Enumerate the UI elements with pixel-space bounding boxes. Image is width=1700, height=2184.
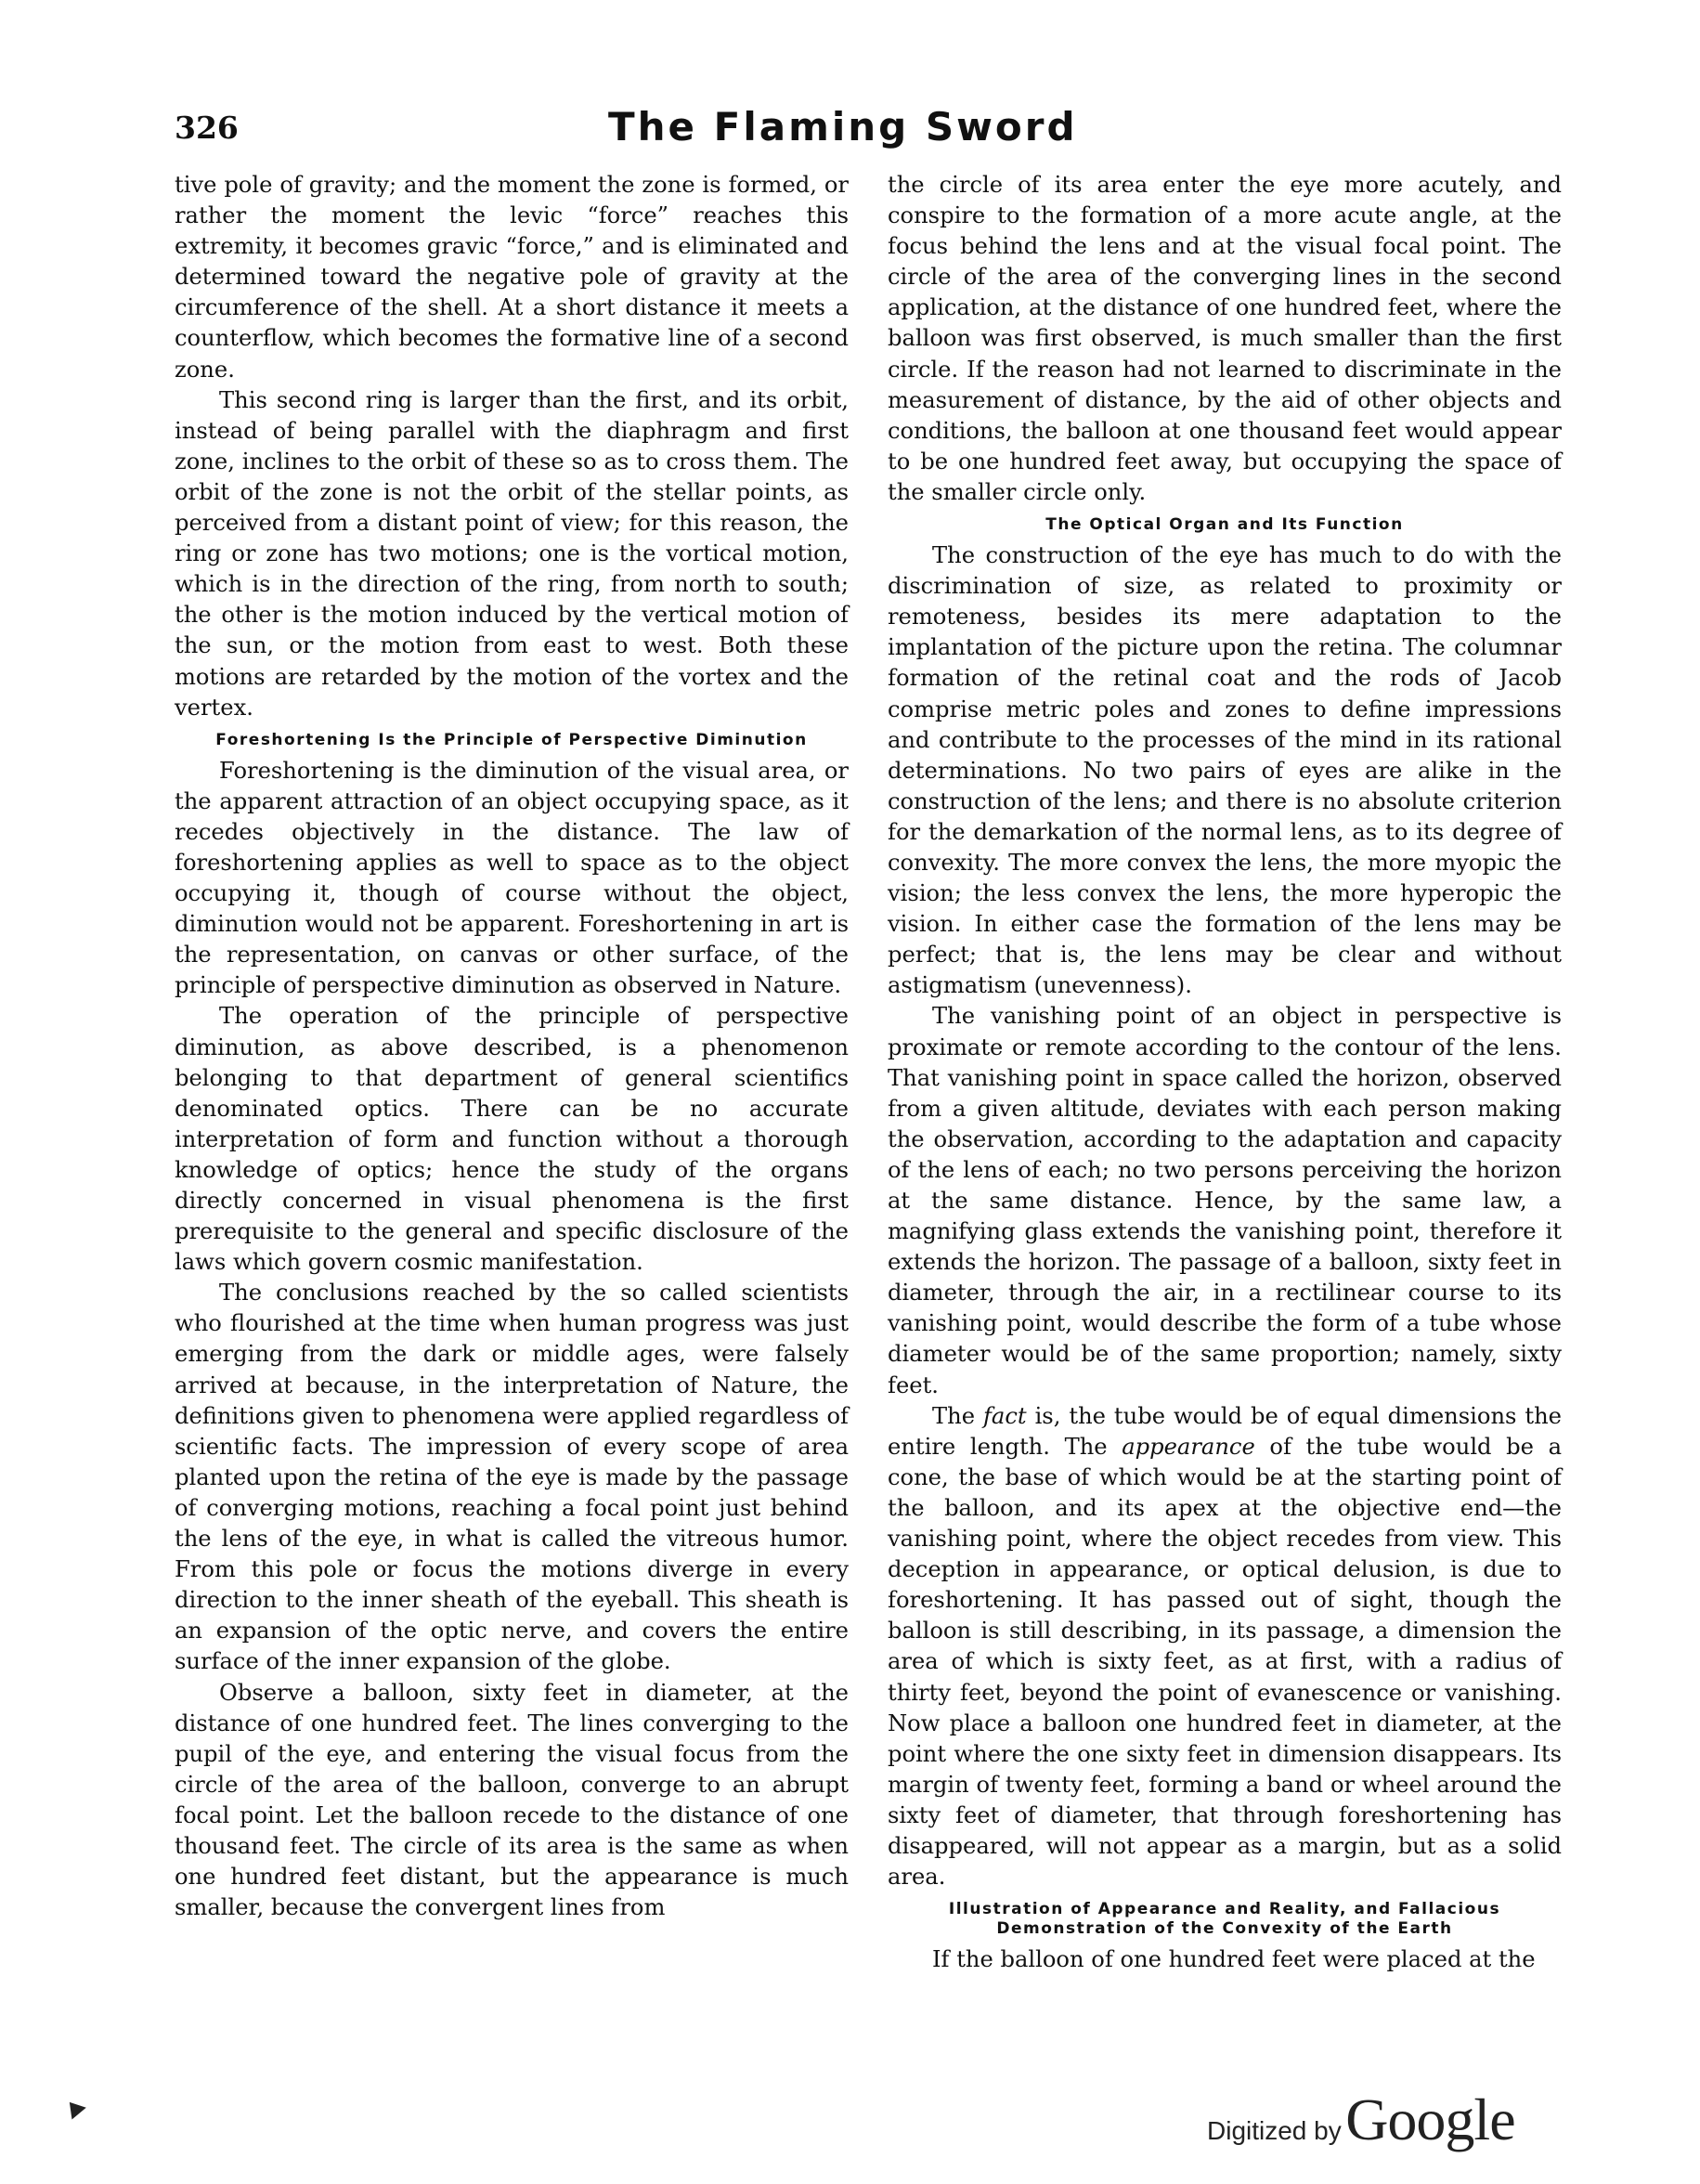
paragraph: This second ring is larger than the first, and its orbit, instead of being parallel with the diaphragm and first zone, inclines to the orbit of these so as to cross them. The orbit of the zone is not the orbit of the stellar points, as perceived from a distant point of view; for this reason, the ring or zone has two motions; one is the vortical motion, which is in the direction of the ring, from north to south; the other is the motion induced by the vertical motion of the sun, or the motion from east to west. Both these motions are retarded by the motion of the vortex and the vertex. — [175, 386, 849, 721]
paragraph: The vanishing point of an object in perspective is proximate or remote according to the contour of the lens. That vanishing point in space called the horizon, observed from a given altitude, deviates with each person making the observation, according to the adaptation and capacity of the lens of each; no two persons perceiving the horizon at the same distance. Hence, by the same law, a magnifying glass extends the vanishing point, therefore it extends the horizon. The passage of a balloon, sixty feet in diameter, through the air, in a rectilinear course to its vanishing point, would describe the form of a tube whose diameter would be of the same proportion; namely, sixty feet. — [888, 1003, 1562, 1398]
corner-mark-icon — [62, 2096, 86, 2119]
journal-title: The Flaming Sword — [608, 104, 1078, 150]
paragraph: If the balloon of one hundred feet were placed at the — [932, 1946, 1536, 1973]
paragraph: Observe a balloon, sixty feet in diameter, at the distance of one hundred feet. The lines converging to the pupil of the eye, and entering the visual focus from the circle of the area of the balloon, converge to an abrupt focal point. Let the balloon recede to the distance of one thousand feet. The circle of its area is the same as when one hundred feet distant, but the appearance is much smaller, because the convergent lines from — [175, 1679, 849, 1921]
paragraph: tive pole of gravity; and the moment the zone is formed, or rather the moment the levic “force” reaches this extremity, it becomes gravic “force,” and is eliminated and determined toward the negative pole of gravity at the circumference of the shell. At a short distance it meets a counterflow, which becomes the formative line of a second zone. — [175, 172, 849, 383]
paragraph: The operation of the principle of perspective diminution, as above described, is a phenomenon belonging to that department of general scientifics denominated optics. There can be no accurate interpretation of form and function without a thorough knowledge of optics; hence the study of the organs directly concerned in visual phenomena is the first prerequisite to the general and specific disclosure of the laws which govern cosmic manifestation. — [175, 1003, 849, 1276]
section-heading: The Optical Organ and Its Function — [1045, 515, 1404, 535]
emphasis: fact — [982, 1402, 1027, 1429]
text-run: of the tube would be a cone, the base of which would be at the starting point of the balloon, and its apex at the objective end—the vanishing point, where the object recedes from view. This deception in appearance, or optical delusion, is due to foreshortening. It has passed out of sight, though the balloon is still describing, in its passage, a dimension the area of which is sixty feet, as at first, with a radius of thirty feet, beyond the point of evanescence or vanishing. Now place a balloon one hundred feet in diameter, at the point where the one sixty feet in dimension disappears. Its margin of twenty feet, forming a band or wheel around the sixty feet of diameter, that through foreshortening has disappeared, will not appear as a margin, but as a solid area. — [888, 1433, 1562, 1891]
digitized-by-watermark — [1207, 2086, 1515, 2154]
right-column — [888, 170, 1562, 1975]
google-logo: Google — [1345, 2086, 1515, 2152]
paragraph — [888, 1401, 1562, 1893]
text-run: The — [932, 1402, 983, 1429]
paragraph: the circle of its area enter the eye more acutely, and conspire to the formation of a more acute angle, at the focus behind the lens and at the visual focal point. The circle of the area of the converging lines in the second application, at the distance of one hundred feet, where the balloon was first observed, is much smaller than the first circle. If the reason had not learned to discriminate in the measurement of distance, by the aid of other objects and conditions, the balloon at one thousand feet would appear to be one hundred feet away, but occupying the space of the smaller circle only. — [888, 172, 1562, 505]
emphasis: appearance — [1122, 1433, 1255, 1460]
section-heading: Foreshortening Is the Principle of Perspective Diminution — [215, 730, 808, 749]
digitized-by-label: Digitized by — [1207, 2116, 1342, 2145]
left-column — [175, 170, 849, 1923]
page-number: 326 — [175, 110, 239, 146]
paragraph: Foreshortening is the diminution of the visual area, or the apparent attraction of an object occupying space, as it recedes objectively in the distance. The law of foreshortening applies as well to space as to the object occupying it, though of course without the object, diminution would not be apparent. Foreshortening in art is the representation, on canvas or other surface, of the principle of perspective diminution as observed in Nature. — [175, 757, 849, 999]
paragraph: The construction of the eye has much to do with the discrimination of size, as related to proximity or remoteness, besides its mere adaptation to the implantation of the picture upon the retina. The columnar formation of the retinal coat and the rods of Jacob comprise metric poles and zones to define impressions and contribute to the processes of the mind in its rational determinations. No two pairs of eyes are alike in the construction of the lens; and there is no absolute criterion for the demarkation of the normal lens, as to its degree of convexity. The more convex the lens, the more myopic the vision; the less convex the lens, the more hyperopic the vision. In either case the formation of the lens may be perfect; that is, the lens may be clear and without astigmatism (unevenness). — [888, 542, 1562, 999]
text-run: is, the tube would be of equal dimensions the entire length. The — [888, 1402, 1562, 1460]
paragraph: The conclusions reached by the so called scientists who flourished at the time when human progress was just emerging from the dark or middle ages, were falsely arrived at because, in the interpretation of Nature, the definitions given to phenomena were applied regardless of scientific facts. The impression of every scope of area planted upon the retina of the eye is made by the passage of converging motions, reaching a focal point just behind the lens of the eye, in what is called the vitreous humor. From this pole or focus the motions diverge in every direction to the inner sheath of the eyeball. This sheath is an expansion of the optic nerve, and covers the entire surface of the inner expansion of the globe. — [175, 1280, 849, 1675]
section-heading: Illustration of Appearance and Reality, and Fallacious Demonstration of the Convexity of the Earth — [948, 1900, 1501, 1939]
